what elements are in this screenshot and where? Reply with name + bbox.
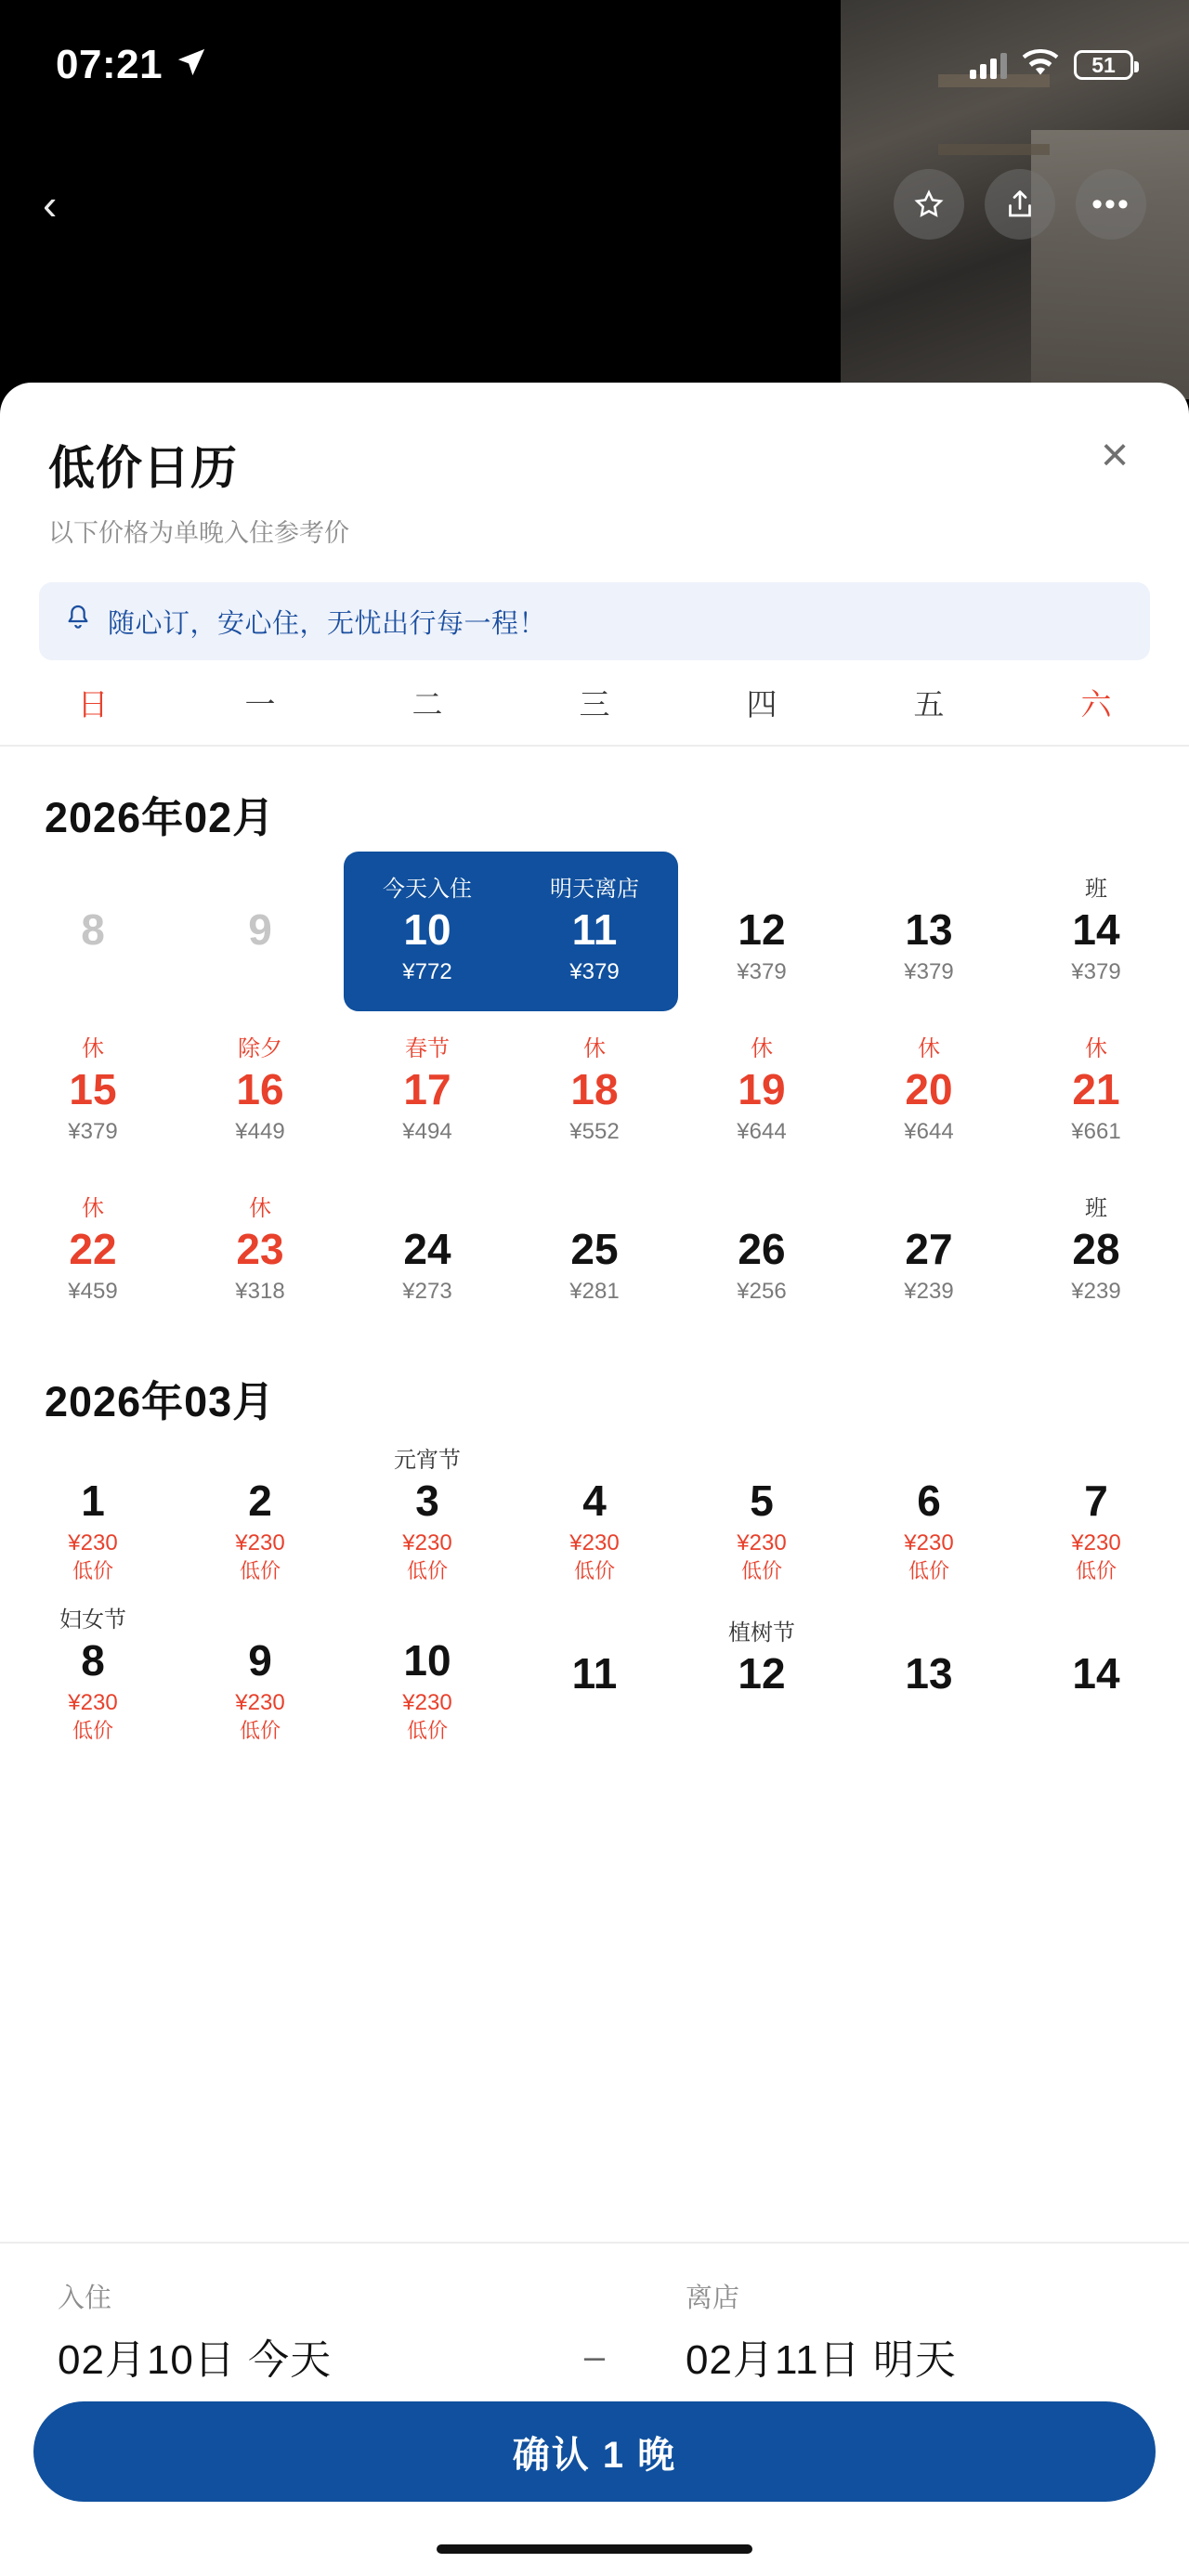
date-range-summary bbox=[0, 2244, 1189, 2386]
confirm-button[interactable]: 确认 1 晚 bbox=[33, 2401, 1156, 2502]
checkin-label: 入住 bbox=[58, 2283, 112, 2313]
day-price: ¥239 bbox=[1071, 1279, 1121, 1304]
day-price: ¥379 bbox=[68, 1119, 118, 1144]
day-number: 4 bbox=[582, 1477, 607, 1525]
day-tag: 元宵节 bbox=[394, 1448, 461, 1473]
day-tag: 春节 bbox=[405, 1036, 450, 1061]
calendar-day-cell[interactable] bbox=[511, 1595, 678, 1755]
day-number: 14 bbox=[1072, 1649, 1120, 1698]
day-number: 28 bbox=[1072, 1225, 1120, 1273]
day-number: 18 bbox=[570, 1065, 619, 1113]
day-tag: 休 bbox=[249, 1196, 271, 1221]
calendar-week-row bbox=[9, 852, 1180, 1011]
calendar-day-cell[interactable] bbox=[678, 1436, 845, 1595]
calendar-day-cell[interactable] bbox=[845, 852, 1013, 1011]
day-price: ¥552 bbox=[569, 1119, 620, 1144]
status-time: 07:21 bbox=[56, 42, 163, 87]
status-bar bbox=[0, 0, 1189, 102]
day-tag: 班 bbox=[1085, 1196, 1107, 1221]
calendar-day-cell bbox=[176, 852, 344, 1011]
low-price-badge: 低价 bbox=[573, 1559, 615, 1582]
day-number: 23 bbox=[236, 1225, 284, 1273]
low-price-badge: 低价 bbox=[908, 1559, 949, 1582]
day-tag: 休 bbox=[918, 1036, 940, 1061]
weekday-sat: 六 bbox=[1080, 687, 1112, 722]
day-number: 9 bbox=[248, 905, 272, 954]
day-number: 26 bbox=[738, 1225, 786, 1273]
share-button[interactable] bbox=[985, 169, 1055, 240]
day-price: ¥644 bbox=[904, 1119, 954, 1144]
day-number: 13 bbox=[905, 905, 953, 954]
day-number: 15 bbox=[69, 1065, 117, 1113]
calendar-day-cell[interactable] bbox=[9, 1011, 176, 1171]
status-time-group bbox=[56, 42, 207, 88]
bell-icon bbox=[63, 603, 93, 640]
day-number: 1 bbox=[81, 1477, 105, 1525]
booking-footer bbox=[0, 2242, 1189, 2576]
weekday-thu: 四 bbox=[746, 687, 777, 722]
calendar-day-cell[interactable] bbox=[176, 1595, 344, 1755]
day-price: ¥230 bbox=[235, 1530, 285, 1555]
weekday-wed: 三 bbox=[579, 687, 610, 722]
calendar-day-cell[interactable] bbox=[1013, 852, 1180, 1011]
favorite-button[interactable] bbox=[894, 169, 964, 240]
calendar-day-cell[interactable] bbox=[1013, 1595, 1180, 1755]
day-number: 24 bbox=[403, 1225, 451, 1273]
day-number: 21 bbox=[1072, 1065, 1120, 1113]
weekday-tue: 二 bbox=[412, 687, 443, 722]
calendar-day-cell[interactable] bbox=[1013, 1171, 1180, 1331]
calendar-day-cell[interactable] bbox=[678, 1011, 845, 1171]
sheet-header bbox=[0, 383, 1189, 549]
day-price: ¥644 bbox=[737, 1119, 787, 1144]
day-price: ¥661 bbox=[1071, 1119, 1121, 1144]
calendar-day-cell[interactable] bbox=[176, 1011, 344, 1171]
nav-actions bbox=[894, 169, 1146, 240]
calendar-week-row bbox=[9, 1171, 1180, 1331]
day-number: 16 bbox=[236, 1065, 284, 1113]
page-title: 低价日历 bbox=[48, 442, 238, 494]
calendar-day-cell[interactable] bbox=[845, 1595, 1013, 1755]
low-price-badge: 低价 bbox=[406, 1719, 448, 1742]
calendar-day-cell[interactable] bbox=[176, 1171, 344, 1331]
calendar-day-cell[interactable] bbox=[1013, 1011, 1180, 1171]
cellular-signal-icon bbox=[970, 51, 1007, 79]
low-price-badge: 低价 bbox=[72, 1559, 113, 1582]
calendar-day-cell[interactable] bbox=[344, 1171, 511, 1331]
calendar-day-cell[interactable] bbox=[678, 1595, 845, 1755]
weekday-fri: 五 bbox=[913, 687, 945, 722]
weekday-sun: 日 bbox=[77, 687, 109, 722]
back-button[interactable]: ‹ bbox=[43, 180, 58, 228]
battery-level: 51 bbox=[1091, 52, 1116, 77]
day-price: ¥379 bbox=[904, 959, 954, 984]
day-number: 25 bbox=[570, 1225, 619, 1273]
calendar-day-cell[interactable] bbox=[344, 1011, 511, 1171]
day-price: ¥459 bbox=[68, 1279, 118, 1304]
low-price-badge: 低价 bbox=[1075, 1559, 1117, 1582]
checkout-label: 离店 bbox=[686, 2283, 740, 2313]
checkin-value: 02月10日 今天 bbox=[58, 2337, 333, 2383]
day-number: 12 bbox=[738, 1649, 786, 1698]
day-number: 11 bbox=[571, 905, 618, 954]
photo-top-nav bbox=[0, 163, 1189, 246]
day-number: 20 bbox=[905, 1065, 953, 1113]
calendar-day-cell[interactable] bbox=[511, 852, 678, 1011]
low-price-badge: 低价 bbox=[72, 1719, 113, 1742]
day-number: 22 bbox=[69, 1225, 117, 1273]
day-number: 2 bbox=[248, 1477, 272, 1525]
day-tag: 休 bbox=[583, 1036, 606, 1061]
day-price: ¥230 bbox=[402, 1690, 452, 1715]
range-separator: – bbox=[583, 2336, 606, 2377]
promo-notice-text: 随心订，安心住，无忧出行每一程！ bbox=[108, 608, 547, 639]
day-number: 11 bbox=[571, 1649, 618, 1698]
wifi-icon bbox=[1022, 49, 1059, 82]
day-number: 14 bbox=[1072, 905, 1120, 954]
calendar-week-row bbox=[9, 1436, 1180, 1595]
calendar-day-cell[interactable] bbox=[511, 1171, 678, 1331]
calendar-day-cell[interactable] bbox=[678, 852, 845, 1011]
day-price: ¥379 bbox=[1071, 959, 1121, 984]
calendar-day-cell[interactable] bbox=[344, 852, 511, 1011]
day-price: ¥449 bbox=[235, 1119, 285, 1144]
day-price: ¥230 bbox=[1071, 1530, 1121, 1555]
calendar-day-cell[interactable] bbox=[1013, 1436, 1180, 1595]
status-indicators bbox=[970, 49, 1133, 82]
calendar-day-cell[interactable] bbox=[511, 1011, 678, 1171]
low-price-badge: 低价 bbox=[239, 1559, 281, 1582]
low-price-badge: 低价 bbox=[406, 1559, 448, 1582]
day-price: ¥239 bbox=[904, 1279, 954, 1304]
page-subtitle: 以下价格为单晚入住参考价 bbox=[48, 519, 349, 547]
weekday-mon: 一 bbox=[244, 687, 276, 722]
day-number: 10 bbox=[403, 1636, 451, 1685]
low-price-badge: 低价 bbox=[740, 1559, 782, 1582]
promo-notice bbox=[39, 582, 1150, 660]
calendar-day-cell[interactable] bbox=[9, 1595, 176, 1755]
day-number: 19 bbox=[738, 1065, 786, 1113]
more-options-button[interactable]: ••• bbox=[1076, 169, 1146, 240]
day-number: 6 bbox=[917, 1477, 941, 1525]
day-tag: 明天离店 bbox=[550, 877, 639, 902]
battery-icon bbox=[1074, 50, 1133, 80]
day-price: ¥230 bbox=[402, 1530, 452, 1555]
photo-shelf-bottom bbox=[938, 144, 1050, 155]
calendar-day-cell[interactable] bbox=[344, 1436, 511, 1595]
day-number: 8 bbox=[81, 1636, 105, 1685]
calendar-day-cell[interactable] bbox=[845, 1436, 1013, 1595]
day-tag: 班 bbox=[1085, 877, 1107, 902]
day-price: ¥281 bbox=[569, 1279, 620, 1304]
day-price: ¥256 bbox=[737, 1279, 787, 1304]
day-number: 7 bbox=[1084, 1477, 1108, 1525]
checkin-group bbox=[58, 2277, 503, 2386]
checkout-value: 02月11日 明天 bbox=[686, 2337, 957, 2383]
day-tag: 休 bbox=[82, 1036, 104, 1061]
day-price: ¥772 bbox=[402, 959, 452, 984]
calendar-day-cell[interactable] bbox=[845, 1171, 1013, 1331]
day-tag: 休 bbox=[82, 1196, 104, 1221]
calendar-week-row bbox=[9, 1595, 1180, 1755]
day-price: ¥230 bbox=[569, 1530, 620, 1555]
day-price: ¥494 bbox=[402, 1119, 452, 1144]
day-number: 8 bbox=[81, 905, 105, 954]
day-tag: 今天入住 bbox=[383, 877, 472, 902]
day-tag: 休 bbox=[751, 1036, 773, 1061]
day-tag: 植树节 bbox=[728, 1620, 795, 1646]
day-price: ¥230 bbox=[235, 1690, 285, 1715]
day-number: 12 bbox=[738, 905, 786, 954]
calendar-day-cell[interactable] bbox=[845, 1011, 1013, 1171]
calendar-week-row bbox=[9, 1011, 1180, 1171]
location-arrow-icon bbox=[176, 42, 207, 88]
checkout-group bbox=[686, 2277, 1131, 2386]
day-tag: 妇女节 bbox=[59, 1607, 126, 1633]
close-icon[interactable]: × bbox=[1100, 428, 1130, 482]
calendar-day-cell bbox=[9, 852, 176, 1011]
month-title: 2026年03月 bbox=[45, 1378, 276, 1425]
day-tag: 休 bbox=[1085, 1036, 1107, 1061]
day-price: ¥379 bbox=[569, 959, 620, 984]
day-number: 9 bbox=[248, 1636, 272, 1685]
day-number: 27 bbox=[905, 1225, 953, 1273]
calendar-day-cell[interactable] bbox=[9, 1171, 176, 1331]
day-number: 13 bbox=[905, 1649, 953, 1698]
weekday-header bbox=[0, 681, 1189, 747]
low-price-badge: 低价 bbox=[239, 1719, 281, 1742]
low-price-calendar-sheet bbox=[0, 383, 1189, 2576]
month-title: 2026年02月 bbox=[45, 794, 276, 841]
calendar-day-cell[interactable] bbox=[344, 1595, 511, 1755]
day-number: 10 bbox=[403, 905, 451, 954]
calendar-day-cell[interactable] bbox=[9, 1436, 176, 1595]
day-price: ¥273 bbox=[402, 1279, 452, 1304]
calendar-day-cell[interactable] bbox=[511, 1436, 678, 1595]
calendar-day-cell[interactable] bbox=[176, 1436, 344, 1595]
home-indicator bbox=[437, 2544, 752, 2554]
day-number: 3 bbox=[415, 1477, 439, 1525]
day-price: ¥318 bbox=[235, 1279, 285, 1304]
day-tag: 除夕 bbox=[238, 1036, 282, 1061]
calendar-day-cell[interactable] bbox=[678, 1171, 845, 1331]
calendar-scroll-area[interactable] bbox=[0, 747, 1189, 2043]
day-number: 17 bbox=[403, 1065, 451, 1113]
day-number: 5 bbox=[750, 1477, 774, 1525]
day-price: ¥230 bbox=[68, 1530, 118, 1555]
day-price: ¥379 bbox=[737, 959, 787, 984]
day-price: ¥230 bbox=[737, 1530, 787, 1555]
day-price: ¥230 bbox=[68, 1690, 118, 1715]
day-price: ¥230 bbox=[904, 1530, 954, 1555]
